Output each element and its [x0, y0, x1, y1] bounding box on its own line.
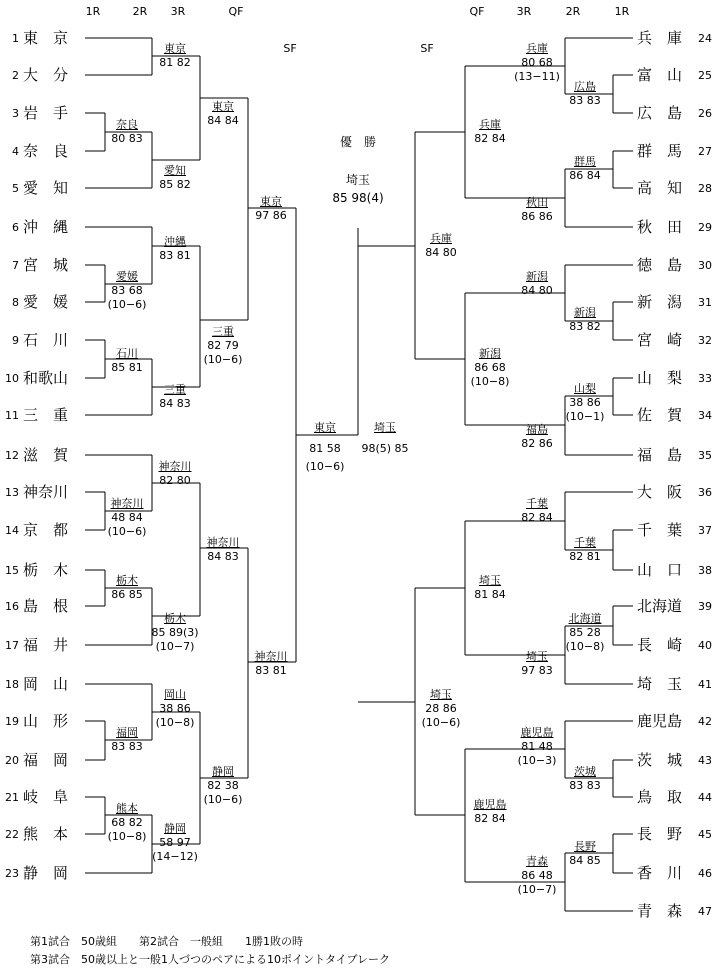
- match-score: 86 68: [474, 361, 506, 374]
- team-name-left: 福 岡: [23, 751, 69, 769]
- match-score: 84 83: [207, 550, 239, 563]
- match-score: 82 84: [474, 132, 506, 145]
- seed-number: 31: [698, 296, 712, 309]
- seed-number: 35: [698, 449, 712, 462]
- match-score: 98(5) 85: [361, 442, 409, 455]
- match-score: 97 86: [255, 209, 287, 222]
- match-score: 83 81: [255, 664, 287, 677]
- match-winner: 神奈川: [158, 460, 192, 473]
- match-score: 81 84: [474, 588, 506, 601]
- match-score: 81 48: [521, 740, 553, 753]
- team-name-right: 群 馬: [637, 142, 683, 160]
- team-name-right: 徳 島: [637, 256, 683, 274]
- match-tiebreak: (10−6): [203, 353, 243, 366]
- match-score: 28 86: [425, 702, 457, 715]
- team-name-right: 大 阪: [637, 483, 683, 501]
- match-winner: 東京: [164, 42, 186, 55]
- round-header: SF: [283, 42, 297, 55]
- seed-number: 33: [698, 372, 712, 385]
- team-name-right: 北海道: [637, 597, 683, 615]
- seed-number: 36: [698, 486, 712, 499]
- match-winner: 三重: [212, 325, 234, 338]
- seed-number: 10: [5, 372, 19, 385]
- seed-number: 27: [698, 145, 712, 158]
- match-winner: 青森: [526, 855, 548, 868]
- team-name-right: 埼 玉: [637, 675, 683, 693]
- champion-team: 埼玉: [345, 173, 371, 187]
- seed-number: 5: [12, 182, 19, 195]
- match-winner: 神奈川: [206, 536, 240, 549]
- seed-number: 43: [698, 754, 712, 767]
- team-name-left: 福 井: [23, 636, 69, 654]
- match-tiebreak: (14−12): [152, 850, 198, 863]
- seed-number: 34: [698, 409, 712, 422]
- match-score: 82 80: [159, 474, 191, 487]
- match-winner: 埼玉: [526, 650, 548, 663]
- match-winner: 兵庫: [430, 232, 452, 245]
- match-winner: 東京: [260, 195, 282, 208]
- seed-number: 16: [5, 600, 19, 613]
- match-score: 82 84: [474, 812, 506, 825]
- team-name-left: 愛 知: [23, 179, 69, 197]
- team-name-left: 奈 良: [23, 142, 69, 160]
- match-winner: 東京: [314, 421, 336, 434]
- match-score: 84 80: [425, 246, 457, 259]
- match-winner: 秋田: [526, 196, 548, 209]
- match-score: 86 48: [521, 869, 553, 882]
- match-winner: 岡山: [164, 688, 186, 701]
- seed-number: 25: [698, 69, 712, 82]
- team-name-left: 宮 城: [23, 256, 69, 274]
- match-score: 97 83: [521, 664, 553, 677]
- match-tiebreak: (10−7): [517, 883, 557, 896]
- seed-number: 15: [5, 564, 19, 577]
- round-header: 1R: [85, 5, 101, 18]
- match-tiebreak: (10−6): [305, 460, 345, 473]
- match-score: 68 82: [111, 816, 143, 829]
- team-name-left: 神奈川: [23, 483, 69, 501]
- match-score: 82 79: [207, 339, 239, 352]
- team-name-right: 山 梨: [637, 369, 683, 387]
- match-winner: 東京: [212, 100, 234, 113]
- champion-label: 優 勝: [339, 135, 377, 149]
- match-tiebreak: (10−8): [470, 375, 510, 388]
- round-header: 3R: [170, 5, 186, 18]
- team-name-left: 石 川: [23, 331, 69, 349]
- match-winner: 石川: [116, 347, 138, 360]
- match-winner: 奈良: [116, 118, 138, 131]
- seed-number: 40: [698, 639, 712, 652]
- team-name-left: 愛 媛: [23, 293, 69, 311]
- match-winner: 山梨: [574, 382, 596, 395]
- team-name-right: 秋 田: [637, 218, 683, 236]
- seed-number: 2: [12, 69, 19, 82]
- footer-legend-line1: 第1試合 50歳組 第2試合 一般組 1勝1敗の時: [30, 935, 303, 948]
- match-score: 81 58: [309, 442, 341, 455]
- team-name-right: 兵 庫: [637, 29, 683, 47]
- team-name-right: 山 口: [637, 561, 683, 579]
- seed-number: 9: [12, 334, 19, 347]
- seed-number: 21: [5, 791, 19, 804]
- team-name-right: 鹿児島: [637, 712, 683, 730]
- team-name-right: 香 川: [637, 864, 683, 882]
- seed-number: 32: [698, 334, 712, 347]
- round-header: QF: [469, 5, 485, 18]
- match-score: 85 28: [569, 626, 601, 639]
- team-name-left: 沖 縄: [23, 218, 69, 236]
- seed-number: 47: [698, 905, 712, 918]
- match-winner: 三重: [164, 383, 186, 396]
- match-score: 84 83: [159, 397, 191, 410]
- team-name-right: 広 島: [637, 104, 683, 122]
- team-name-right: 鳥 取: [637, 788, 683, 806]
- match-winner: 沖縄: [164, 235, 186, 248]
- seed-number: 45: [698, 828, 712, 841]
- match-tiebreak: (10−1): [565, 410, 605, 423]
- seed-number: 26: [698, 107, 712, 120]
- round-header: QF: [228, 5, 244, 18]
- match-winner: 埼玉: [430, 688, 452, 701]
- match-winner: 神奈川: [254, 650, 288, 663]
- team-name-left: 滋 賀: [23, 446, 69, 464]
- match-winner: 新潟: [526, 270, 548, 283]
- team-name-left: 京 都: [23, 521, 69, 539]
- match-winner: 愛知: [164, 164, 186, 177]
- seed-number: 20: [5, 754, 19, 767]
- match-winner: 栃木: [116, 574, 138, 587]
- match-tiebreak: (10−6): [203, 793, 243, 806]
- seed-number: 30: [698, 259, 712, 272]
- seed-number: 37: [698, 524, 712, 537]
- match-score: 85 82: [159, 178, 191, 191]
- match-winner: 兵庫: [479, 118, 501, 131]
- team-name-right: 宮 崎: [637, 331, 683, 349]
- match-winner: 福岡: [116, 726, 138, 739]
- match-score: 48 84: [111, 511, 143, 524]
- match-winner: 茨城: [574, 765, 596, 778]
- footer-legend-line2: 第3試合 50歳以上と一般1人づつのペアによる10ポイントタイブレーク: [30, 953, 390, 966]
- seed-number: 46: [698, 867, 712, 880]
- match-winner: 神奈川: [110, 497, 144, 510]
- team-name-left: 岡 山: [23, 675, 69, 693]
- seed-number: 4: [12, 145, 19, 158]
- team-name-right: 長 崎: [637, 636, 683, 654]
- match-score: 84 85: [569, 854, 601, 867]
- match-winner: 新潟: [574, 306, 596, 319]
- round-header: 2R: [132, 5, 148, 18]
- seed-number: 3: [12, 107, 19, 120]
- match-tiebreak: (10−6): [107, 525, 147, 538]
- round-header: 2R: [565, 5, 581, 18]
- team-name-left: 三 重: [23, 406, 69, 424]
- seed-number: 6: [12, 221, 19, 234]
- team-name-right: 青 森: [637, 902, 683, 920]
- match-winner: 鹿児島: [473, 798, 507, 811]
- team-name-left: 静 岡: [23, 864, 69, 882]
- match-winner: 北海道: [568, 612, 602, 625]
- team-name-left: 島 根: [23, 597, 69, 615]
- match-tiebreak: (10−6): [107, 298, 147, 311]
- match-score: 86 86: [521, 210, 553, 223]
- team-name-right: 長 野: [637, 825, 683, 843]
- match-winner: 静岡: [212, 765, 234, 778]
- team-name-right: 福 島: [637, 446, 683, 464]
- team-name-right: 茨 城: [637, 751, 683, 769]
- seed-number: 41: [698, 678, 712, 691]
- match-score: 84 84: [207, 114, 239, 127]
- match-winner: 愛媛: [116, 270, 138, 283]
- seed-number: 29: [698, 221, 712, 234]
- seed-number: 44: [698, 791, 712, 804]
- match-score: 83 68: [111, 284, 143, 297]
- match-winner: 栃木: [164, 612, 186, 625]
- match-winner: 福島: [526, 423, 548, 436]
- match-score: 83 81: [159, 249, 191, 262]
- champion-score: 85 98(4): [332, 191, 384, 205]
- match-score: 83 82: [569, 320, 601, 333]
- match-tiebreak: (13−11): [514, 70, 560, 83]
- match-winner: 群馬: [574, 155, 596, 168]
- match-tiebreak: (10−8): [107, 830, 147, 843]
- match-score: 38 86: [569, 396, 601, 409]
- seed-number: 14: [5, 524, 19, 537]
- seed-number: 17: [5, 639, 19, 652]
- match-score: 85 89(3): [151, 626, 199, 639]
- team-name-right: 富 山: [637, 66, 683, 84]
- match-winner: 熊本: [116, 802, 138, 815]
- team-name-left: 熊 本: [23, 825, 69, 843]
- team-name-left: 栃 木: [23, 561, 69, 579]
- team-name-right: 佐 賀: [637, 406, 683, 424]
- team-name-right: 高 知: [637, 179, 683, 197]
- match-score: 82 81: [569, 550, 601, 563]
- team-name-left: 岩 手: [23, 104, 69, 122]
- match-score: 86 85: [111, 588, 143, 601]
- match-score: 80 68: [521, 56, 553, 69]
- match-score: 80 83: [111, 132, 143, 145]
- match-score: 81 82: [159, 56, 191, 69]
- match-tiebreak: (10−6): [421, 716, 461, 729]
- team-name-left: 和歌山: [23, 369, 69, 387]
- match-score: 82 84: [521, 511, 553, 524]
- match-winner: 長野: [574, 840, 596, 853]
- match-score: 82 38: [207, 779, 239, 792]
- match-tiebreak: (10−3): [517, 754, 557, 767]
- seed-number: 39: [698, 600, 712, 613]
- match-winner: 広島: [574, 80, 596, 93]
- team-name-left: 大 分: [23, 66, 69, 84]
- seed-number: 12: [5, 449, 19, 462]
- seed-number: 23: [5, 867, 19, 880]
- seed-number: 8: [12, 296, 19, 309]
- seed-number: 38: [698, 564, 712, 577]
- seed-number: 1: [12, 32, 19, 45]
- team-name-left: 岐 阜: [23, 788, 69, 806]
- match-score: 83 83: [569, 94, 601, 107]
- match-tiebreak: (10−7): [155, 640, 195, 653]
- match-tiebreak: (10−8): [565, 640, 605, 653]
- match-winner: 千葉: [526, 497, 548, 510]
- match-winner: 千葉: [574, 536, 596, 549]
- seed-number: 42: [698, 715, 712, 728]
- match-score: 86 84: [569, 169, 601, 182]
- team-name-left: 東 京: [23, 29, 69, 47]
- match-winner: 兵庫: [526, 42, 548, 55]
- match-score: 85 81: [111, 361, 143, 374]
- match-score: 83 83: [569, 779, 601, 792]
- seed-number: 13: [5, 486, 19, 499]
- match-winner: 鹿児島: [520, 726, 554, 739]
- seed-number: 24: [698, 32, 712, 45]
- match-winner: 埼玉: [374, 421, 396, 434]
- seed-number: 11: [5, 409, 19, 422]
- team-name-right: 新 潟: [637, 293, 683, 311]
- match-score: 83 83: [111, 740, 143, 753]
- round-header: 1R: [614, 5, 630, 18]
- team-name-right: 千 葉: [637, 521, 683, 539]
- match-score: 58 97: [159, 836, 191, 849]
- seed-number: 19: [5, 715, 19, 728]
- round-header: SF: [420, 42, 434, 55]
- match-winner: 静岡: [164, 822, 186, 835]
- match-score: 82 86: [521, 437, 553, 450]
- seed-number: 28: [698, 182, 712, 195]
- seed-number: 22: [5, 828, 19, 841]
- match-winner: 埼玉: [479, 574, 501, 587]
- team-name-left: 山 形: [23, 712, 69, 730]
- seed-number: 18: [5, 678, 19, 691]
- match-score: 84 80: [521, 284, 553, 297]
- match-tiebreak: (10−8): [155, 716, 195, 729]
- match-winner: 新潟: [479, 347, 501, 360]
- seed-number: 7: [12, 259, 19, 272]
- round-header: 3R: [516, 5, 532, 18]
- match-score: 38 86: [159, 702, 191, 715]
